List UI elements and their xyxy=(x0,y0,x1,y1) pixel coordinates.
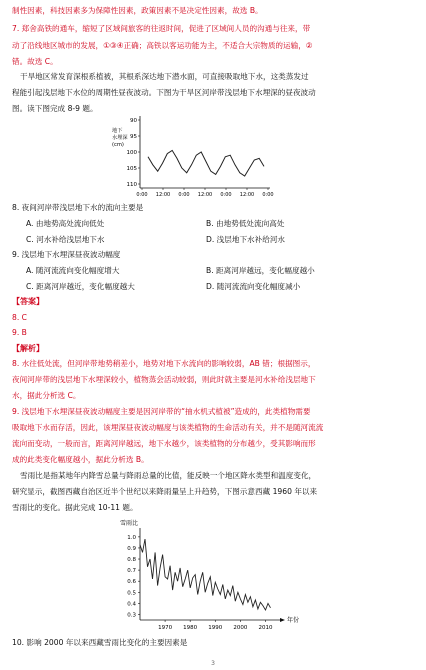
chart1-ylabel: 水埋深 xyxy=(112,135,128,141)
chart1-ylabel: (cm) xyxy=(112,142,124,148)
q8-option-c: C. 河水补给浅层地下水 xyxy=(26,235,105,244)
analysis-text-line: 7. 郑舍高铁的通车，缩短了区域间旅客的往返时间，促进了区域间人员的沟通与往来，带 xyxy=(12,24,311,33)
chart1-xtick-label: 12:00 xyxy=(155,192,171,198)
question-intro-line: 研究显示，截图西藏自治区近半个世纪以来降雨量呈上升趋势，下图示意西藏 1960 年以来 xyxy=(12,487,318,496)
page-number: 3 xyxy=(211,660,215,667)
question-8-stem: 8. 夜间河岸带浅层地下水的流向主要是 xyxy=(12,203,144,212)
q8-option-a: A. 由地势高处流向低处 xyxy=(26,219,105,228)
chart1-ytick-label: 90 xyxy=(130,118,137,124)
answer-8: 8. C xyxy=(12,313,27,322)
answer-tag: 【答案】 xyxy=(12,297,44,306)
analysis-line: 8. 水往低处流，但河岸带地势稍差小，地势对地下水流向的影响较弱，AB 错；根据图示， xyxy=(12,359,316,368)
analysis-line: 成的此类变化幅度越小，据此分析选 B。 xyxy=(12,455,149,464)
q8-option-d: D. 浅层地下水补给河水 xyxy=(206,235,286,244)
analysis-text-line: 动了沿线地区城市的发展，①③④正确；高铁以客运功能为主，不适合大宗物质的运输，② xyxy=(12,41,313,50)
chart2-ytick-label: 0.7 xyxy=(127,568,136,575)
chart1-ylabel: 地下 xyxy=(112,128,123,134)
question-9-stem: 9. 浅层地下水埋深昼夜波动幅度 xyxy=(12,250,121,259)
chart1-xtick-label: 12:00 xyxy=(197,192,213,198)
chart1-ytick-label: 110 xyxy=(126,182,137,188)
chart1-ytick-label: 95 xyxy=(130,134,137,140)
chart2-xtick-label: 2000 xyxy=(233,625,248,631)
q9-option-d: D. 随河流流向变化幅度减小 xyxy=(206,282,301,291)
analysis-line: 9. 浅层地下水埋深昼夜波动幅度主要是因河岸带的“抽水机式植被”造成的，此类植物需要 xyxy=(12,407,311,416)
chart1-xtick-label: 0:00 xyxy=(136,192,148,198)
chart1-ytick-label: 105 xyxy=(126,166,137,172)
chart2-x-arrow xyxy=(280,618,285,622)
groundwater-depth-chart xyxy=(110,112,290,200)
chart1-series-line xyxy=(148,150,264,176)
chart2-ytick-label: 0.5 xyxy=(127,590,136,597)
question-10-stem: 10. 影响 2000 年以来西藏雪雨比变化的主要因素是 xyxy=(12,638,188,647)
analysis-line: 吸取地下水而存活，因此，该埋深昼夜波动幅度与该类植物的生命活动有关，并不是随河流流 xyxy=(12,423,324,432)
chart2-xtick-label: 1980 xyxy=(183,625,198,631)
chart1-xtick-label: 12:00 xyxy=(239,192,255,198)
chart2-xtick-label: 1970 xyxy=(158,625,173,631)
q8-option-b: B. 由地势低处流向高处 xyxy=(206,219,285,228)
chart2-ytick-label: 0.8 xyxy=(127,557,136,564)
chart2-xtick-label: 1990 xyxy=(208,625,223,631)
analysis-text-line: 错。故选 C。 xyxy=(12,57,58,66)
chart2-ytick-label: 1.0 xyxy=(127,534,136,541)
answer-9: 9. B xyxy=(12,328,27,337)
snow-rain-ratio-chart xyxy=(110,516,310,634)
question-intro-line: 图。读下图完成 8-9 题。 xyxy=(12,104,98,113)
q9-option-b: B. 距离河岸越远，变化幅度越小 xyxy=(206,266,315,275)
analysis-line: 流向而变动，一般而言，距离河岸越远，地下水越少，该类植物的分布越少，受其影响而形 xyxy=(12,439,316,448)
chart2-ytick-label: 0.9 xyxy=(127,545,136,552)
q9-option-a: A. 随河流流向变化幅度增大 xyxy=(26,266,120,275)
chart1-xtick-label: 0:00 xyxy=(220,192,232,198)
question-intro-line: 雪雨比的变化。据此完成 10-11 题。 xyxy=(12,503,138,512)
q9-option-c: C. 距离河岸越近，变化幅度越大 xyxy=(26,282,135,291)
chart2-ytick-label: 0.4 xyxy=(127,601,136,608)
analysis-text-line: 制性因素，科技因素多为保障性因素，政策因素不是决定性因素，故选 B。 xyxy=(12,6,263,15)
analysis-line: 水，据此分析选 C。 xyxy=(12,391,81,400)
question-intro-line: 程能引起浅层地下水位的周期性昼夜波动。下图为干旱区河岸带浅层地下水埋深的昼夜波动 xyxy=(12,88,316,97)
analysis-line: 夜间河岸带的浅层地下水埋深较小，植物蒸会活动较弱，则此时就主要是河水补给浅层地下 xyxy=(12,375,316,384)
chart1-xtick-label: 0:00 xyxy=(178,192,190,198)
chart1-ytick-label: 100 xyxy=(126,150,137,156)
chart2-ytick-label: 0.6 xyxy=(127,579,136,586)
chart2-ytick-label: 0.3 xyxy=(127,612,136,619)
analysis-tag: 【解析】 xyxy=(12,344,44,353)
chart1-xtick-label: 0:00 xyxy=(262,192,274,198)
question-intro-line: 干旱地区常发育深根系植被，其根系深达地下潜水面，可直接吸取地下水，这类蒸发过 xyxy=(20,72,309,81)
chart2-xlabel: 年份 xyxy=(287,617,300,624)
chart2-ylabel: 雪雨比 xyxy=(120,520,139,527)
question-intro-line: 雪雨比是指某地年内降雪总量与降雨总量的比值，能反映一个地区降水类型和温度变化， xyxy=(20,471,317,480)
chart2-xtick-label: 2010 xyxy=(258,625,273,631)
chart2-series-line xyxy=(140,539,271,610)
